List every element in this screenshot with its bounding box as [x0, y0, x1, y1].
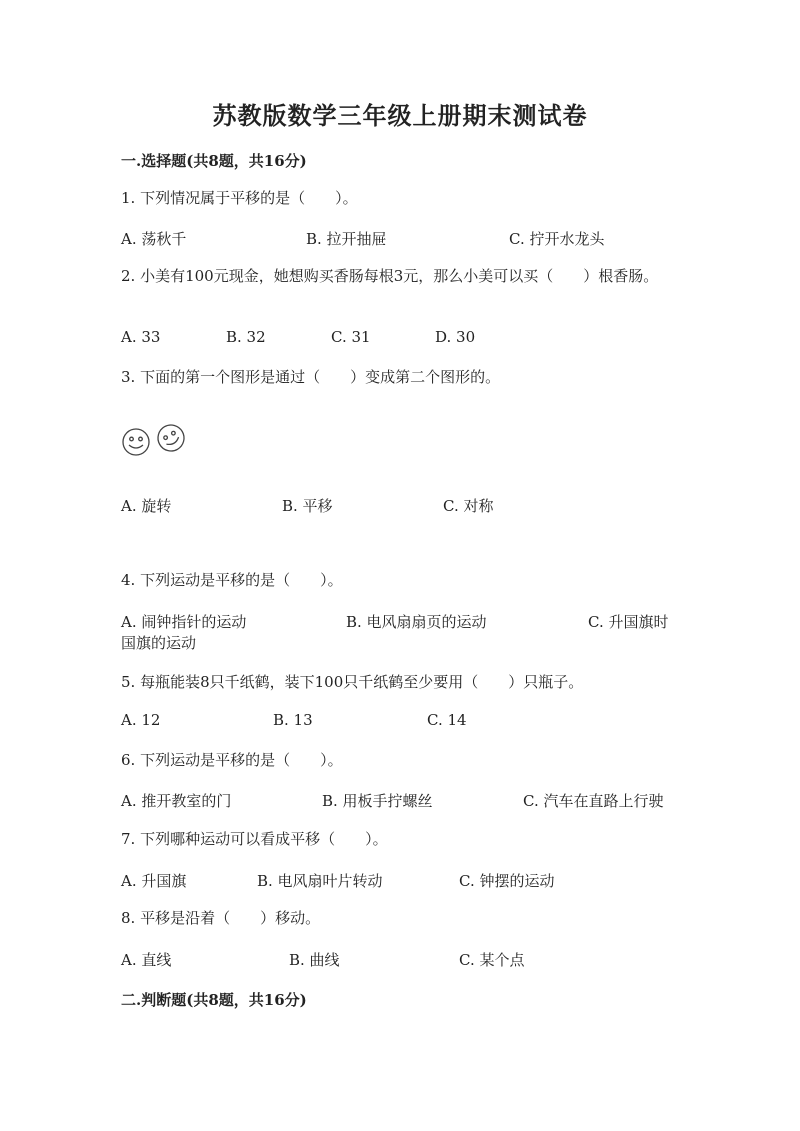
- option: C. 14: [427, 711, 467, 729]
- smiley-figure: [120, 422, 190, 458]
- question-7: 7. 下列哪种运动可以看成平移（ ）。: [121, 830, 388, 848]
- option: C. 拧开水龙头: [509, 230, 605, 248]
- option: C. 钟摆的运动: [459, 872, 555, 890]
- option: B. 用板手拧螺丝: [322, 792, 433, 810]
- option: B. 13: [273, 711, 313, 729]
- option: A. 推开教室的门: [121, 792, 232, 810]
- question-2-options: [121, 328, 681, 348]
- question-5: 5. 每瓶能装8只千纸鹤，装下100只千纸鹤至少要用（ ）只瓶子。: [121, 673, 584, 691]
- option: A. 闹钟指针的运动: [121, 613, 247, 631]
- question-4: 4. 下列运动是平移的是（ ）。: [121, 571, 343, 589]
- option: B. 平移: [282, 497, 333, 515]
- option: C. 31: [331, 328, 371, 346]
- option: B. 电风扇扇页的运动: [346, 613, 487, 631]
- option: A. 33: [121, 328, 161, 346]
- option: A. 旋转: [121, 497, 172, 515]
- option: B. 32: [226, 328, 266, 346]
- option: A. 直线: [121, 951, 172, 969]
- option: A. 升国旗: [121, 872, 187, 890]
- question-1-options: [121, 228, 681, 248]
- question-3-options: [121, 495, 681, 515]
- question-2: 2. 小美有100元现金，她想购买香肠每根3元，那么小美可以买（ ）根香肠。: [121, 267, 659, 285]
- option: C. 升国旗时: [588, 613, 669, 631]
- option: C. 对称: [443, 497, 494, 515]
- option: C. 某个点: [459, 951, 525, 969]
- option: B. 曲线: [289, 951, 340, 969]
- option: A. 荡秋千: [121, 230, 187, 248]
- question-7-options: [121, 870, 681, 890]
- question-4-options: [121, 611, 681, 653]
- page-title: 苏教版数学三年级上册期末测试卷: [212, 101, 588, 130]
- smiley-face-icon: [123, 429, 149, 455]
- section-heading-true-false: 二.判断题(共8题，共16分): [121, 991, 307, 1009]
- question-8: 8. 平移是沿着（ ）移动。: [121, 909, 321, 927]
- question-8-options: [121, 949, 681, 969]
- option: C. 汽车在直路上行驶: [523, 792, 664, 810]
- rotated-smiley-face-icon: [153, 422, 189, 456]
- question-6: 6. 下列运动是平移的是（ ）。: [121, 751, 343, 769]
- question-1: 1. 下列情况属于平移的是（ ）。: [121, 189, 358, 207]
- option: A. 12: [121, 711, 161, 729]
- question-6-options: [121, 790, 681, 810]
- option: B. 拉开抽屉: [306, 230, 387, 248]
- question-5-options: [121, 711, 681, 731]
- question-3-figure: [120, 422, 190, 458]
- option: B. 电风扇叶片转动: [257, 872, 383, 890]
- question-3: 3. 下面的第一个图形是通过（ ）变成第二个图形的。: [121, 368, 501, 386]
- section-heading-choice: 一.选择题(共8题，共16分): [121, 152, 307, 170]
- option-continuation: 国旗的运动: [121, 634, 197, 652]
- option: D. 30: [435, 328, 476, 346]
